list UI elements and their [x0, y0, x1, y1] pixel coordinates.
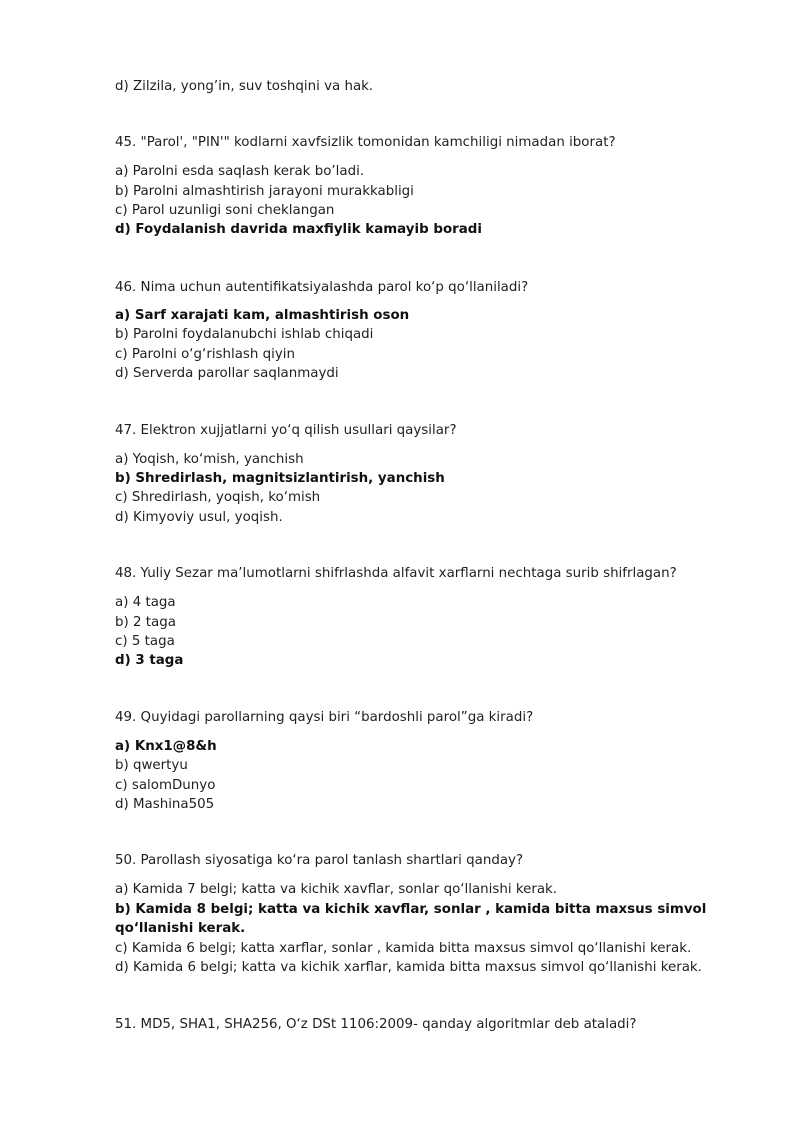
q45-option-a: a) Parolni esda saqlash kerak bo’ladi.: [115, 164, 365, 179]
q48-option-b: b) 2 taga: [115, 615, 176, 630]
q49-option-c: c) salomDunyo: [115, 778, 216, 793]
q45-option-b: b) Parolni almashtirish jarayoni murakkabligi: [115, 184, 414, 199]
q48-option-a: a) 4 taga: [115, 595, 176, 610]
q49-option-b: b) qwertyu: [115, 758, 188, 773]
option-d-previous: d) Zilzila, yong’in, suv toshqini va hak.: [115, 79, 374, 94]
q50-option-d: d) Kamida 6 belgi; katta va kichik xarflar, kamida bitta maxsus simvol qo‘llanishi kerak.: [115, 960, 702, 975]
q45-option-d-correct: d) Foydalanish davrida maxfiylik kamayib boradi: [115, 222, 482, 237]
question-49: 49. Quyidagi parollarning qaysi biri “bardoshli parol”ga kiradi?: [115, 710, 534, 725]
question-47: 47. Elektron xujjatlarni yo‘q qilish usullari qaysilar?: [115, 423, 457, 438]
q49-option-a-correct: a) Knx1@8&h: [115, 739, 217, 754]
q46-option-a-correct: a) Sarf xarajati kam, almashtirish oson: [115, 308, 410, 323]
q48-option-c: c) 5 taga: [115, 634, 175, 649]
q46-option-c: c) Parolni o‘g‘rishlash qiyin: [115, 347, 296, 362]
q50-option-a: a) Kamida 7 belgi; katta va kichik xavflar, sonlar qo‘llanishi kerak.: [115, 882, 558, 897]
q45-option-c: c) Parol uzunligi soni cheklangan: [115, 203, 335, 218]
q46-option-d: d) Serverda parollar saqlanmaydi: [115, 366, 339, 381]
question-46: 46. Nima uchun autentifikatsiyalashda parol ko‘p qo‘llaniladi?: [115, 280, 529, 295]
q47-option-c: c) Shredirlash, yoqish, ko‘mish: [115, 490, 321, 505]
question-50: 50. Parollash siyosatiga ko‘ra parol tanlash shartlari qanday?: [115, 853, 524, 868]
question-51: 51. MD5, SHA1, SHA256, O‘z DSt 1106:2009- qanday algoritmlar deb ataladi?: [115, 1017, 637, 1032]
question-48: 48. Yuliy Sezar ma’lumotlarni shifrlashda alfavit xarflarni nechtaga surib shifrlagan?: [115, 566, 677, 581]
q47-option-a: a) Yoqish, ko‘mish, yanchish: [115, 452, 304, 467]
q48-option-d-correct: d) 3 taga: [115, 653, 184, 668]
question-45: 45. "Parol', "PIN'" kodlarni xavfsizlik tomonidan kamchiligi nimadan iborat?: [115, 135, 616, 150]
q50-option-c: c) Kamida 6 belgi; katta xarflar, sonlar , kamida bitta maxsus simvol qo‘llanishi kerak.: [115, 941, 692, 956]
q47-option-b-correct: b) Shredirlash, magnitsizlantirish, yanchish: [115, 471, 445, 486]
q47-option-d: d) Kimyoviy usul, yoqish.: [115, 510, 283, 525]
q50-option-b-correct: b) Kamida 8 belgi; katta va kichik xavflar, sonlar , kamida bitta maxsus simvol qo‘llanishi kerak.: [115, 902, 707, 936]
q46-option-b: b) Parolni foydalanubchi ishlab chiqadi: [115, 327, 374, 342]
q49-option-d: d) Mashina505: [115, 797, 215, 812]
